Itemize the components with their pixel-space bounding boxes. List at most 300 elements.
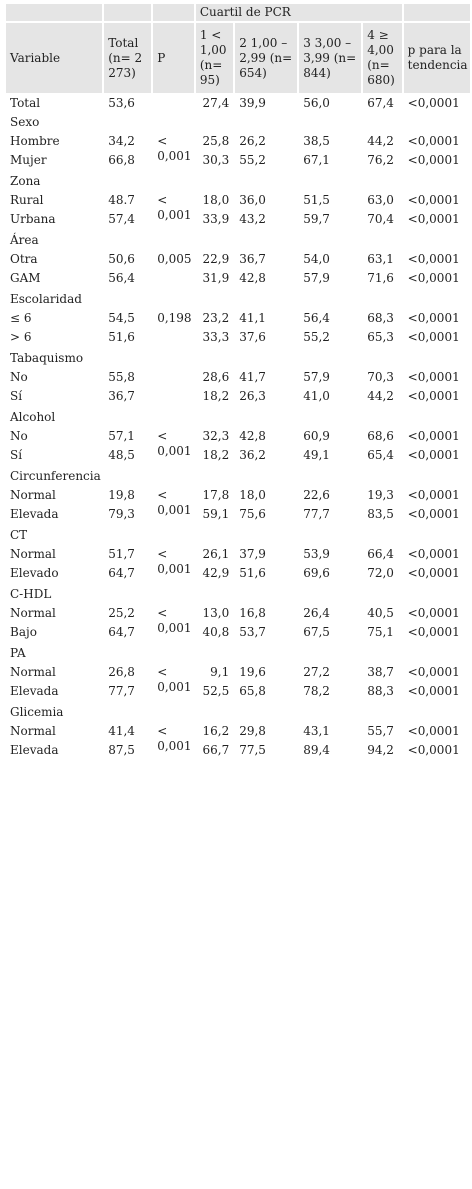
- cell-total: 26,8: [108, 665, 135, 679]
- cell-q4: 70,4: [367, 212, 394, 226]
- cell-q3: 67,1: [303, 153, 330, 167]
- table-row: [6, 742, 470, 759]
- table-row: [6, 251, 470, 268]
- group-title: PA: [10, 646, 26, 660]
- row-label: ≤ 6: [10, 311, 32, 325]
- empty-cell: [104, 409, 151, 426]
- cell-q3: 56,0: [303, 96, 330, 110]
- empty-cell: [235, 114, 297, 131]
- cell-q3: 51,5: [303, 193, 330, 207]
- row-label: Elevada: [10, 743, 59, 757]
- group-title-row: [6, 468, 470, 485]
- empty-cell: [404, 468, 470, 485]
- cell-p: < 0,001: [157, 429, 192, 458]
- cell-q4: 44,2: [367, 389, 394, 403]
- cell-q3: 67,5: [303, 625, 330, 639]
- cell-q4: 67,4: [367, 96, 394, 110]
- empty-cell: [235, 468, 297, 485]
- empty-cell: [196, 527, 233, 544]
- cell-ptrend: <0,0001: [407, 665, 460, 679]
- col-header-total: Total (n= 2 273): [104, 23, 151, 93]
- cell-q1: 26,1: [202, 547, 230, 561]
- empty-cell: [299, 527, 361, 544]
- cell-p: 0,198: [157, 311, 192, 325]
- header-empty-cell: [104, 4, 151, 21]
- cell-ptrend: <0,0001: [407, 134, 460, 148]
- group-title: Zona: [10, 174, 41, 188]
- cell-q2: 26,2: [239, 134, 266, 148]
- cell-ptrend: <0,0001: [407, 311, 460, 325]
- group-title-row: [6, 645, 470, 662]
- empty-cell: [299, 350, 361, 367]
- empty-cell: [235, 232, 297, 249]
- cell-ptrend: <0,0001: [407, 566, 460, 580]
- table-row: [6, 211, 470, 228]
- cell-q2: 18,0: [239, 488, 266, 502]
- empty-cell: [235, 350, 297, 367]
- empty-cell: [104, 173, 151, 190]
- empty-cell: [363, 704, 401, 721]
- cell-q2: 26,3: [239, 389, 266, 403]
- empty-cell: [363, 527, 401, 544]
- cell-q1: 52,5: [202, 684, 230, 698]
- cell-q2: 55,2: [239, 153, 266, 167]
- row-label: No: [10, 370, 28, 384]
- table-row: [6, 447, 470, 464]
- cell-q1: 17,8: [202, 488, 230, 502]
- empty-cell: [104, 645, 151, 662]
- table-row: [6, 192, 470, 209]
- table-row: [6, 270, 470, 287]
- cell-ptrend: <0,0001: [407, 724, 460, 738]
- empty-cell: [153, 586, 194, 603]
- group-title-row: [6, 114, 470, 131]
- empty-cell: [299, 645, 361, 662]
- empty-cell: [196, 409, 233, 426]
- empty-cell: [299, 173, 361, 190]
- group-title: Escolaridad: [10, 292, 82, 306]
- empty-cell: [404, 114, 470, 131]
- table-row: [6, 388, 470, 405]
- cell-p: 0,005: [157, 252, 192, 266]
- group-title-row: [6, 409, 470, 426]
- empty-cell: [363, 586, 401, 603]
- table-row: [6, 428, 470, 445]
- empty-cell: [404, 586, 470, 603]
- cell-ptrend: <0,0001: [407, 193, 460, 207]
- header-empty-cell: [6, 4, 102, 21]
- table-row: [6, 565, 470, 582]
- cell-q3: 54,0: [303, 252, 330, 266]
- cell-ptrend: <0,0001: [407, 330, 460, 344]
- cell-total: 66,8: [108, 153, 135, 167]
- table-row: [6, 152, 470, 169]
- cell-total: 79,3: [108, 507, 135, 521]
- cell-total: 55,8: [108, 370, 135, 384]
- cell-p: < 0,001: [157, 724, 192, 753]
- cell-q1: 22,9: [202, 252, 230, 266]
- empty-cell: [104, 586, 151, 603]
- cell-q3: 60,9: [303, 429, 330, 443]
- cell-q4: 63,0: [367, 193, 394, 207]
- empty-cell: [404, 409, 470, 426]
- cell-total: 36,7: [108, 389, 135, 403]
- cell-q2: 36,7: [239, 252, 266, 266]
- col-header-q4: 4 ≥ 4,00 (n= 680): [363, 23, 401, 93]
- empty-cell: [104, 291, 151, 308]
- empty-cell: [153, 704, 194, 721]
- group-title: C-HDL: [10, 587, 52, 601]
- cell-q2: 39,9: [239, 96, 266, 110]
- empty-cell: [104, 114, 151, 131]
- cell-total: 51,6: [108, 330, 135, 344]
- cell-q2: 37,9: [239, 547, 266, 561]
- row-label: Urbana: [10, 212, 56, 226]
- cell-q3: 22,6: [303, 488, 330, 502]
- cell-ptrend: <0,0001: [407, 429, 460, 443]
- cell-q2: 29,8: [239, 724, 266, 738]
- cell-q3: 49,1: [303, 448, 330, 462]
- col-header-q3: 3 3,00 – 3,99 (n= 844): [299, 23, 361, 93]
- table-row: [6, 133, 470, 150]
- empty-cell: [153, 409, 194, 426]
- empty-cell: [404, 350, 470, 367]
- cell-q1: 25,8: [202, 134, 230, 148]
- table-row: [6, 329, 470, 346]
- empty-cell: [404, 173, 470, 190]
- cell-p: < 0,001: [157, 488, 192, 517]
- table-row: [6, 683, 470, 700]
- cell-ptrend: <0,0001: [407, 448, 460, 462]
- empty-cell: [196, 350, 233, 367]
- cell-q2: 36,0: [239, 193, 266, 207]
- table-row: [6, 506, 470, 523]
- empty-cell: [404, 645, 470, 662]
- cell-q2: 65,8: [239, 684, 266, 698]
- cell-total: 77,7: [108, 684, 135, 698]
- cell-q3: 78,2: [303, 684, 330, 698]
- col-header-ptrend: p para la tendencia: [404, 23, 470, 93]
- group-title-row: [6, 291, 470, 308]
- row-label: Hombre: [10, 134, 60, 148]
- cell-total: 51,7: [108, 547, 135, 561]
- cell-ptrend: <0,0001: [407, 547, 460, 561]
- table-row: [6, 487, 470, 504]
- empty-cell: [196, 232, 233, 249]
- cell-q1: 40,8: [202, 625, 230, 639]
- cell-total: 64,7: [108, 566, 135, 580]
- row-label: GAM: [10, 271, 41, 285]
- empty-cell: [104, 527, 151, 544]
- row-label: No: [10, 429, 28, 443]
- cell-q4: 40,5: [367, 606, 394, 620]
- cell-q4: 71,6: [367, 271, 394, 285]
- cell-ptrend: <0,0001: [407, 488, 460, 502]
- empty-cell: [363, 114, 401, 131]
- cell-p: < 0,001: [157, 134, 192, 163]
- empty-cell: [404, 527, 470, 544]
- cell-q1: 18,0: [202, 193, 230, 207]
- quartile-group-header: Cuartil de PCR: [196, 4, 402, 21]
- group-title-row: [6, 586, 470, 603]
- empty-cell: [299, 232, 361, 249]
- cell-ptrend: <0,0001: [407, 153, 460, 167]
- cell-q2: 53,7: [239, 625, 266, 639]
- empty-cell: [196, 173, 233, 190]
- empty-cell: [363, 468, 401, 485]
- cell-ptrend: <0,0001: [407, 625, 460, 639]
- cell-total: 87,5: [108, 743, 135, 757]
- empty-cell: [299, 704, 361, 721]
- empty-cell: [153, 645, 194, 662]
- cell-ptrend: <0,0001: [407, 271, 460, 285]
- col-header-variable: Variable: [6, 23, 102, 93]
- table-row: [6, 546, 470, 563]
- cell-q2: 75,6: [239, 507, 266, 521]
- empty-cell: [235, 409, 297, 426]
- pcr-quartile-table: [4, 2, 472, 761]
- cell-p: [153, 369, 194, 405]
- cell-q3: 59,7: [303, 212, 330, 226]
- empty-cell: [363, 173, 401, 190]
- group-title-row: [6, 527, 470, 544]
- cell-q4: 44,2: [367, 134, 394, 148]
- row-label: Otra: [10, 252, 38, 266]
- row-label: Elevada: [10, 507, 59, 521]
- cell-q3: 26,4: [303, 606, 330, 620]
- table-row: [6, 723, 470, 740]
- cell-q2: 36,2: [239, 448, 266, 462]
- cell-q2: 77,5: [239, 743, 266, 757]
- cell-total: 48.7: [108, 193, 135, 207]
- empty-cell: [153, 291, 194, 308]
- empty-cell: [104, 468, 151, 485]
- cell-q3: 27,2: [303, 665, 330, 679]
- cell-q1: 42,9: [202, 566, 230, 580]
- empty-cell: [363, 409, 401, 426]
- cell-q2: 16,8: [239, 606, 266, 620]
- cell-q4: 68,3: [367, 311, 394, 325]
- cell-total: 48,5: [108, 448, 135, 462]
- cell-q4: 75,1: [367, 625, 394, 639]
- empty-cell: [153, 350, 194, 367]
- cell-q1: 18,2: [202, 448, 230, 462]
- empty-cell: [153, 468, 194, 485]
- cell-q1: 33,3: [202, 330, 230, 344]
- empty-cell: [299, 114, 361, 131]
- cell-q2: 37,6: [239, 330, 266, 344]
- cell-q1: 13,0: [202, 606, 230, 620]
- cell-q3: 57,9: [303, 271, 330, 285]
- cell-total: 57,1: [108, 429, 135, 443]
- empty-cell: [153, 173, 194, 190]
- row-label: Normal: [10, 724, 56, 738]
- empty-cell: [196, 586, 233, 603]
- group-title-row: [6, 704, 470, 721]
- cell-q4: 19,3: [367, 488, 394, 502]
- cell-p: < 0,001: [157, 665, 192, 694]
- cell-q4: 66,4: [367, 547, 394, 561]
- empty-cell: [404, 704, 470, 721]
- table-row: [6, 369, 470, 386]
- table-row-total: [6, 95, 470, 112]
- group-title: Sexo: [10, 115, 40, 129]
- group-title: Tabaquismo: [10, 351, 84, 365]
- empty-cell: [196, 114, 233, 131]
- table-body: [6, 95, 470, 759]
- cell-q1: 18,2: [202, 389, 230, 403]
- row-label: Sí: [10, 389, 23, 403]
- cell-q2: 42,8: [239, 271, 266, 285]
- empty-cell: [104, 350, 151, 367]
- cell-q1: 16,2: [202, 724, 230, 738]
- cell-q4: 63,1: [367, 252, 394, 266]
- cell-q4: 65,3: [367, 330, 394, 344]
- group-title-row: [6, 232, 470, 249]
- table-row: [6, 310, 470, 327]
- row-label: Sí: [10, 448, 23, 462]
- cell-q1: 9,1: [210, 665, 230, 679]
- cell-q4: 72,0: [367, 566, 394, 580]
- cell-total: 25,2: [108, 606, 135, 620]
- cell-ptrend: <0,0001: [407, 743, 460, 757]
- row-label: Normal: [10, 665, 56, 679]
- cell-q3: 56,4: [303, 311, 330, 325]
- cell-p: [153, 95, 194, 112]
- empty-cell: [235, 645, 297, 662]
- empty-cell: [196, 468, 233, 485]
- row-label: > 6: [10, 330, 32, 344]
- cell-q3: 53,9: [303, 547, 330, 561]
- group-title-row: [6, 173, 470, 190]
- cell-q3: 69,6: [303, 566, 330, 580]
- empty-cell: [235, 704, 297, 721]
- group-title-row: [6, 350, 470, 367]
- row-label: Normal: [10, 488, 56, 502]
- cell-q3: 89,4: [303, 743, 330, 757]
- empty-cell: [235, 527, 297, 544]
- cell-q1: 33,9: [202, 212, 230, 226]
- empty-cell: [153, 527, 194, 544]
- header-empty-cell: [153, 4, 194, 21]
- empty-cell: [299, 291, 361, 308]
- empty-cell: [363, 232, 401, 249]
- cell-q1: 66,7: [202, 743, 230, 757]
- empty-cell: [196, 291, 233, 308]
- empty-cell: [299, 586, 361, 603]
- cell-q2: 19,6: [239, 665, 266, 679]
- cell-q1: 30,3: [202, 153, 230, 167]
- table-header: [6, 4, 470, 93]
- empty-cell: [235, 173, 297, 190]
- group-title: Glicemia: [10, 705, 64, 719]
- empty-cell: [363, 645, 401, 662]
- empty-cell: [404, 291, 470, 308]
- cell-q2: 43,2: [239, 212, 266, 226]
- cell-q1: 31,9: [202, 271, 230, 285]
- empty-cell: [196, 704, 233, 721]
- empty-cell: [153, 114, 194, 131]
- cell-q1: 23,2: [202, 311, 230, 325]
- row-label: Elevada: [10, 684, 59, 698]
- cell-q4: 70,3: [367, 370, 394, 384]
- cell-q3: 57,9: [303, 370, 330, 384]
- empty-cell: [196, 645, 233, 662]
- cell-total: 50,6: [108, 252, 135, 266]
- cell-q2: 51,6: [239, 566, 266, 580]
- row-label: Normal: [10, 606, 56, 620]
- group-title: CT: [10, 528, 28, 542]
- cell-q4: 94,2: [367, 743, 394, 757]
- empty-cell: [299, 468, 361, 485]
- table-row: [6, 624, 470, 641]
- empty-cell: [235, 586, 297, 603]
- cell-ptrend: <0,0001: [407, 684, 460, 698]
- col-header-q1: 1 < 1,00 (n= 95): [196, 23, 233, 93]
- empty-cell: [363, 291, 401, 308]
- cell-q4: 83,5: [367, 507, 394, 521]
- cell-q4: 55,7: [367, 724, 394, 738]
- cell-q1: 59,1: [202, 507, 230, 521]
- row-label: Mujer: [10, 153, 47, 167]
- cell-q4: 88,3: [367, 684, 394, 698]
- empty-cell: [235, 291, 297, 308]
- cell-q1: 28,6: [202, 370, 230, 384]
- row-label: Rural: [10, 193, 44, 207]
- cell-total: 34,2: [108, 134, 135, 148]
- group-title: Área: [10, 233, 39, 247]
- empty-cell: [299, 409, 361, 426]
- group-title: Circunferencia: [10, 469, 101, 483]
- col-header-q2: 2 1,00 – 2,99 (n= 654): [235, 23, 297, 93]
- row-label: Total: [10, 96, 41, 110]
- cell-ptrend: <0,0001: [407, 212, 460, 226]
- empty-cell: [363, 350, 401, 367]
- cell-q4: 38,7: [367, 665, 394, 679]
- cell-q3: 38,5: [303, 134, 330, 148]
- empty-cell: [404, 232, 470, 249]
- cell-q4: 76,2: [367, 153, 394, 167]
- cell-q3: 41,0: [303, 389, 330, 403]
- cell-q3: 43,1: [303, 724, 330, 738]
- cell-q2: 42,8: [239, 429, 266, 443]
- cell-ptrend: <0,0001: [407, 96, 460, 110]
- cell-total: 41,4: [108, 724, 135, 738]
- cell-q3: 77,7: [303, 507, 330, 521]
- cell-ptrend: <0,0001: [407, 370, 460, 384]
- cell-q1: 27,4: [202, 96, 230, 110]
- cell-q3: 55,2: [303, 330, 330, 344]
- table-row: [6, 664, 470, 681]
- cell-p: < 0,001: [157, 547, 192, 576]
- table-row: [6, 605, 470, 622]
- cell-total: 56,4: [108, 271, 135, 285]
- cell-total: 53,6: [108, 96, 135, 110]
- cell-total: 64,7: [108, 625, 135, 639]
- cell-ptrend: <0,0001: [407, 507, 460, 521]
- row-label: Elevado: [10, 566, 59, 580]
- cell-q4: 68,6: [367, 429, 394, 443]
- cell-total: 57,4: [108, 212, 135, 226]
- cell-total: 19,8: [108, 488, 135, 502]
- empty-cell: [104, 232, 151, 249]
- group-title: Alcohol: [10, 410, 56, 424]
- header-empty-cell: [404, 4, 470, 21]
- row-label: Bajo: [10, 625, 37, 639]
- cell-ptrend: <0,0001: [407, 252, 460, 266]
- cell-ptrend: <0,0001: [407, 606, 460, 620]
- cell-q1: 32,3: [202, 429, 230, 443]
